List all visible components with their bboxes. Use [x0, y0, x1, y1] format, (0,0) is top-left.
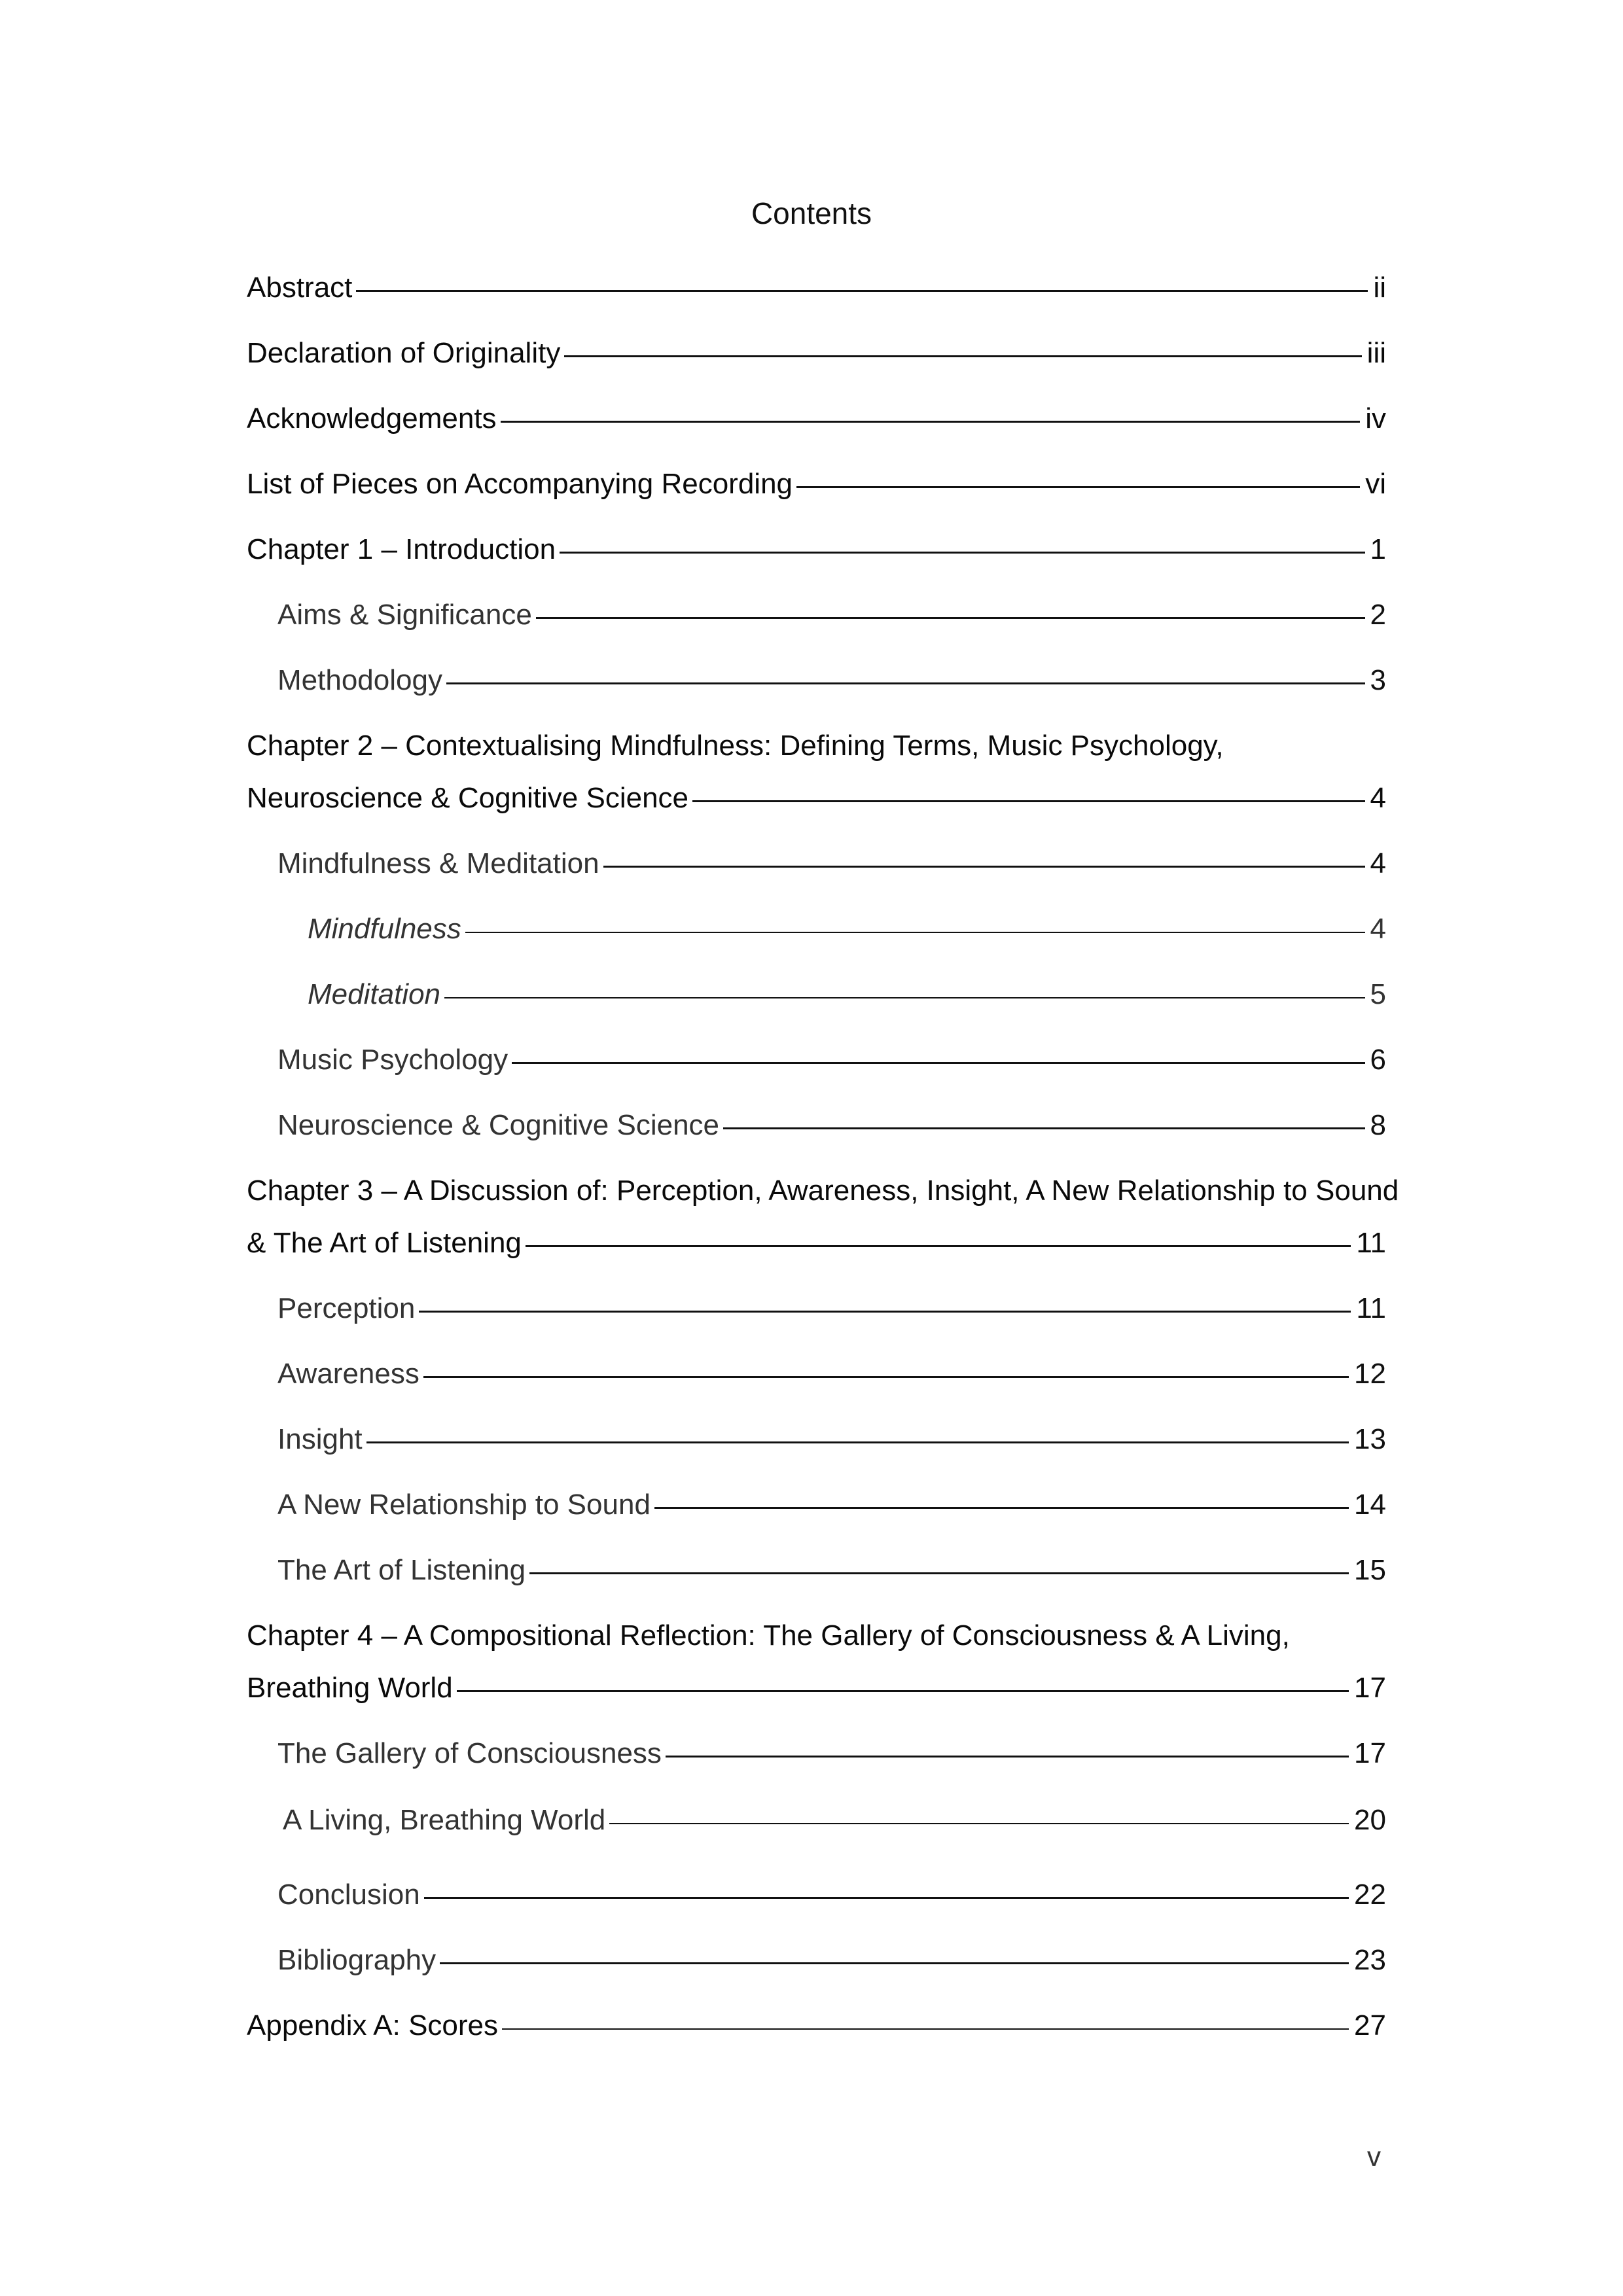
toc-entry-gallery-of-consciousness[interactable] — [277, 1734, 1386, 1773]
toc-entry-abstract[interactable] — [247, 268, 1386, 308]
toc-entry-acknowledgements[interactable] — [247, 399, 1386, 438]
toc-entry-page: 13 — [1354, 1423, 1386, 1455]
toc-entry-page: iv — [1365, 402, 1386, 434]
toc-entry-chapter-2[interactable] — [247, 779, 1386, 818]
dot-leader — [366, 1441, 1349, 1443]
dot-leader — [356, 290, 1368, 292]
toc-entry-methodology[interactable] — [277, 661, 1386, 700]
dot-leader — [564, 355, 1361, 357]
dot-leader — [444, 997, 1365, 998]
dot-leader — [609, 1823, 1349, 1824]
toc-entry-title: Conclusion — [277, 1879, 420, 1911]
toc-entry-title: Appendix A: Scores — [247, 2009, 499, 2041]
toc-entry-title: Declaration of Originality — [247, 337, 561, 369]
toc-entry-title: Bibliography — [277, 1944, 437, 1976]
dot-leader — [796, 486, 1360, 488]
toc-entry-meditation[interactable] — [308, 975, 1386, 1014]
toc-entry-page: 2 — [1370, 599, 1386, 631]
toc-entry-chapter-2-line1[interactable]: Chapter 2 – Contextualising Mindfulness: Defining Terms, Music Psychology, — [247, 730, 1224, 762]
toc-entry-chapter-4-line1[interactable]: Chapter 4 – A Compositional Reflection: The Gallery of Consciousness & A Living, — [247, 1619, 1290, 1651]
toc-entry-page: 23 — [1354, 1944, 1386, 1976]
toc-entry-page: iii — [1366, 337, 1386, 369]
toc-entry-page: 22 — [1354, 1879, 1386, 1911]
toc-entry-title: Awareness — [277, 1358, 419, 1390]
dot-leader — [654, 1507, 1349, 1509]
toc-entry-new-relationship[interactable] — [277, 1485, 1386, 1525]
toc-entry-conclusion[interactable] — [277, 1875, 1386, 1915]
toc-entry-mindfulness-meditation[interactable] — [277, 844, 1386, 883]
toc-entry-page: 4 — [1370, 782, 1386, 814]
toc-entry-art-of-listening[interactable] — [277, 1551, 1386, 1590]
toc-entry-page: 6 — [1370, 1044, 1386, 1076]
toc-entry-title: Chapter 1 – Introduction — [247, 533, 556, 565]
dot-leader — [526, 1245, 1351, 1247]
toc-entry-living-breathing-world[interactable] — [283, 1801, 1386, 1840]
dot-leader — [440, 1962, 1349, 1964]
toc-entry-perception[interactable] — [277, 1289, 1386, 1328]
toc-entry-title: & The Art of Listening — [247, 1227, 522, 1259]
toc-entry-page: 11 — [1356, 1292, 1386, 1324]
dot-leader — [692, 800, 1364, 802]
dot-leader — [502, 2028, 1349, 2030]
dot-leader — [536, 617, 1365, 619]
toc-entry-title: A Living, Breathing World — [283, 1804, 606, 1836]
toc-entry-page: 20 — [1354, 1804, 1386, 1836]
toc-entry-declaration[interactable] — [247, 334, 1386, 373]
toc-entry-page: 4 — [1370, 913, 1386, 945]
toc-entry-title: Meditation — [308, 978, 441, 1010]
dot-leader — [529, 1572, 1349, 1574]
dot-leader — [419, 1311, 1351, 1313]
dot-leader — [501, 421, 1361, 423]
toc-entry-page: 17 — [1354, 1737, 1386, 1769]
toc-entry-title: A New Relationship to Sound — [277, 1489, 651, 1521]
toc-entry-title: The Art of Listening — [277, 1554, 526, 1586]
toc-entry-title: Perception — [277, 1292, 416, 1324]
toc-entry-title: Mindfulness & Meditation — [277, 847, 599, 879]
toc-entry-page: 1 — [1370, 533, 1386, 565]
dot-leader — [446, 682, 1365, 684]
toc-entry-page: 14 — [1354, 1489, 1386, 1521]
toc-entry-title: Neuroscience & Cognitive Science — [277, 1109, 720, 1141]
toc-entry-title: Music Psychology — [277, 1044, 508, 1076]
toc-entry-page: 3 — [1370, 664, 1386, 696]
toc-entry-title: The Gallery of Consciousness — [277, 1737, 662, 1769]
toc-entry-chapter-3-line1[interactable]: Chapter 3 – A Discussion of: Perception, Awareness, Insight, A New Relationship to Sound — [247, 1174, 1399, 1207]
dot-leader — [603, 866, 1365, 868]
toc-entry-title: Abstract — [247, 272, 353, 304]
toc-entry-page: 11 — [1356, 1227, 1386, 1259]
toc-entry-mindfulness[interactable] — [308, 910, 1386, 949]
toc-entry-page: 12 — [1354, 1358, 1386, 1390]
toc-entry-title: Methodology — [277, 664, 442, 696]
toc-entry-title: Aims & Significance — [277, 599, 532, 631]
toc-entry-title: Acknowledgements — [247, 402, 497, 434]
page-title: Contents — [751, 196, 872, 230]
toc-entry-page: 15 — [1354, 1554, 1386, 1586]
toc-entry-chapter-3[interactable] — [247, 1224, 1386, 1263]
dot-leader — [423, 1376, 1349, 1378]
toc-entry-neuroscience[interactable] — [277, 1106, 1386, 1145]
toc-entry-title: List of Pieces on Accompanying Recording — [247, 468, 793, 500]
toc-entry-music-psychology[interactable] — [277, 1040, 1386, 1080]
toc-entry-page: vi — [1365, 468, 1386, 500]
toc-entry-chapter-4[interactable] — [247, 1669, 1386, 1708]
dot-leader — [723, 1127, 1364, 1129]
toc-entry-page: 4 — [1370, 847, 1386, 879]
toc-entry-page: 17 — [1354, 1672, 1386, 1704]
toc-entry-bibliography[interactable] — [277, 1941, 1386, 1980]
toc-entry-page: 8 — [1370, 1109, 1386, 1141]
toc-entry-insight[interactable] — [277, 1420, 1386, 1459]
toc-entry-list-of-pieces[interactable] — [247, 465, 1386, 504]
toc-entry-title: Neuroscience & Cognitive Science — [247, 782, 689, 814]
toc-entry-appendix-a[interactable] — [247, 2006, 1386, 2045]
dot-leader — [457, 1690, 1349, 1692]
toc-entry-page: 5 — [1370, 978, 1386, 1010]
toc-entry-aims-significance[interactable] — [277, 595, 1386, 635]
dot-leader — [560, 552, 1364, 554]
dot-leader — [424, 1897, 1349, 1899]
toc-entry-title: Breathing World — [247, 1672, 453, 1704]
toc-entry-page: ii — [1373, 272, 1386, 304]
dot-leader — [666, 1756, 1349, 1757]
page-number: v — [1367, 2141, 1381, 2172]
toc-entry-page: 27 — [1354, 2009, 1386, 2041]
toc-entry-awareness[interactable] — [277, 1354, 1386, 1394]
toc-entry-title: Mindfulness — [308, 913, 461, 945]
toc-entry-chapter-1[interactable] — [247, 530, 1386, 569]
dot-leader — [512, 1062, 1364, 1064]
dot-leader — [465, 932, 1365, 933]
toc-entry-title: Insight — [277, 1423, 363, 1455]
